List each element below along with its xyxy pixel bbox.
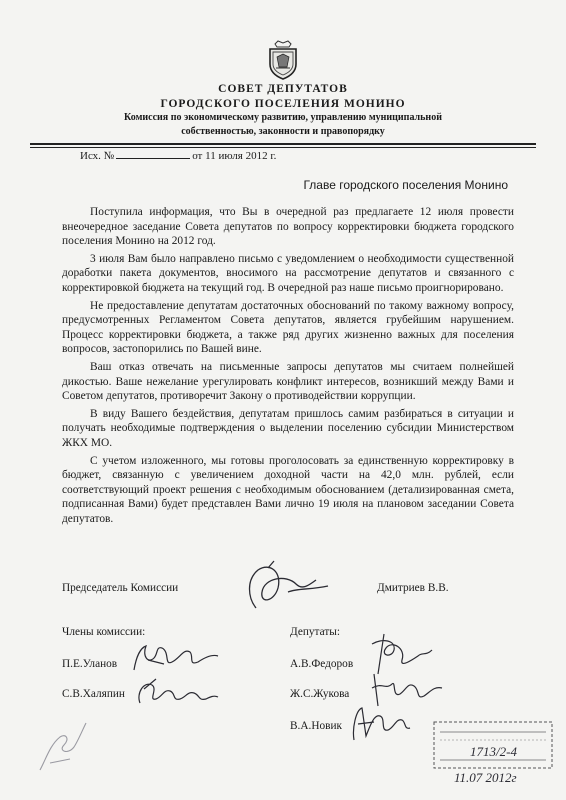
novik-signature-scribble [344,700,414,746]
outgoing-date: от 11 июля 2012 г. [192,150,277,162]
deputy-novik: В.А.Новик [290,720,343,732]
outgoing-reference [80,149,276,162]
header-divider-thin [30,147,536,148]
stamp-date: 11.07 2012г [454,770,517,785]
paragraph: 3 июля Вам было направлено письмо с уведомлением о необходимости существенной доработки пакета документов, вносимого на рассмотрение депутатов и связанного с корректировкой бюджета на текущий год. В очередной раз наше письмо проигнорировано. [62,252,514,294]
header-divider-thick [30,143,536,145]
paragraph: Ваш отказ отвечать на письменные запросы депутатов мы считаем полнейшей дикостью. Ваше нежелание урегулировать конфликт интересов, возникший между Вами и Советом депутатов, противоречит Закону о противодействии коррупции. [62,360,514,403]
letter-body [62,205,514,529]
stamp-number: 1713/2-4 [470,744,517,759]
paragraph: Не предоставление депутатам достаточных обоснований по такому важному вопросу, предусмотренных Регламентом Совета депутатов, является грубейшим нарушением. Процесс корректировки бюджета, а также ряд других жизненно важных для поселения вопросов, застопорились по Вашей вине. [62,299,514,356]
members-title: Члены комиссии: [62,626,146,638]
paragraph: В виду Вашего бездействия, депутатам пришлось самим разбираться в ситуации и получать необходимые подтверждения о выделении поселению субсидии Министерством ЖКХ МО. [62,407,514,449]
outgoing-number-label: Исх. № [80,150,115,162]
chair-signature-scribble [238,558,333,613]
deputy-zhukova: Ж.С.Жукова [290,688,350,700]
ulanov-signature-scribble [128,640,223,676]
member-ulanov: П.Е.Уланов [62,658,118,670]
coat-of-arms-icon [266,40,300,80]
outgoing-number-blank [116,149,190,159]
commission-title-line1: Комиссия по экономическому развитию, управлению муниципальной [124,112,442,123]
settlement-title: ГОРОДСКОГО ПОСЕЛЕНИЯ МОНИНО [160,98,406,110]
margin-handwriting-mark [30,715,90,775]
registration-stamp [430,718,560,790]
paragraph: С учетом изложенного, мы готовы проголосовать за единственную корректировку в бюджет, связанную с увеличением доходной части на 42,0 млн. рублей, если соответствующий проект решения с необходимым обоснованием (детализированная смета, подписанная Вами) будет представлен Вами лично 19 июля на плановом заседании Совета депутатов. [62,454,514,525]
paragraph: Поступила информация, что Вы в очередной раз предлагаете 12 июля провести внеочередное заседание Совета депутатов по вопросу корректировки бюджета городского поселения Монино на 2012 год. [62,206,514,248]
chair-name: Дмитриев В.В. [377,582,449,594]
chair-title: Председатель Комиссии [62,582,179,594]
deputies-title: Депутаты: [290,626,341,638]
commission-title-line2: собственностью, законности и правопорядку [181,126,385,137]
council-title: СОВЕТ ДЕПУТАТОВ [218,83,348,95]
deputy-fedorov: А.В.Федоров [290,658,354,670]
member-khalyapin: С.В.Халяпин [62,688,125,700]
khalyapin-signature-scribble [130,675,220,709]
addressee: Главе городского поселения Монино [303,178,508,192]
